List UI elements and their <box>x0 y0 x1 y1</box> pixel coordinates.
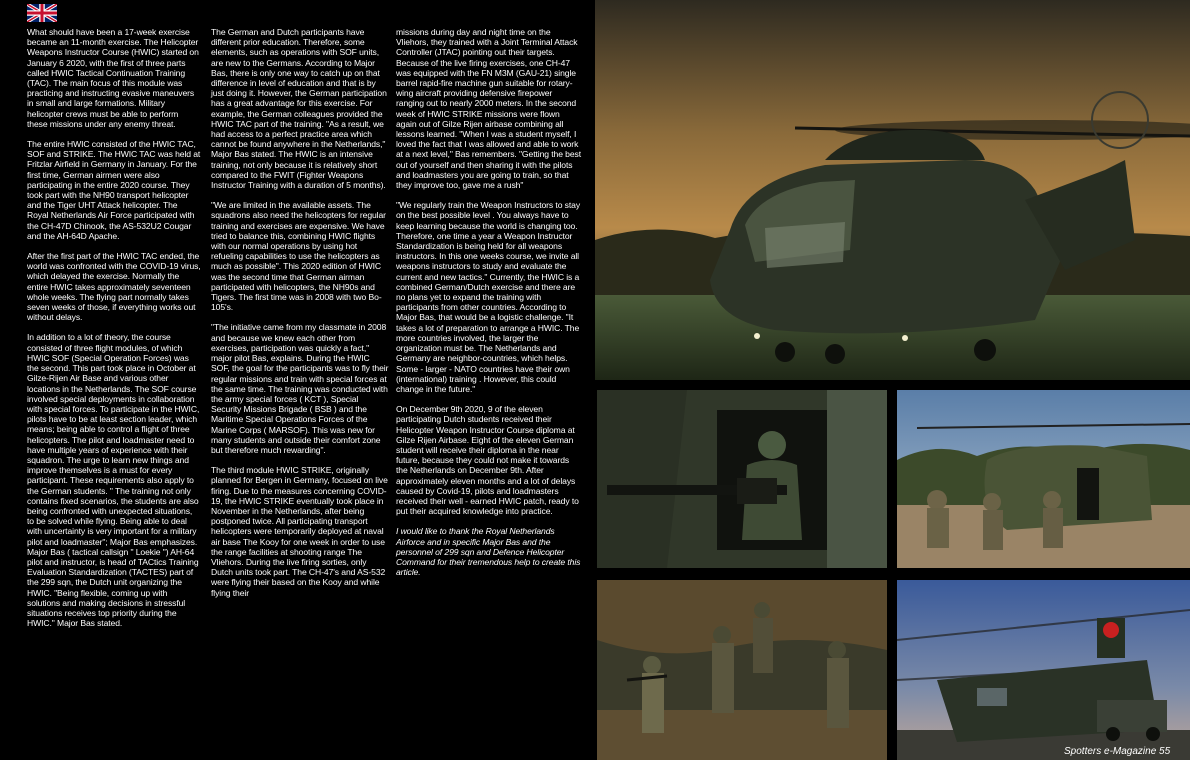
paragraph: In addition to a lot of theory, the course consisted of three flight modules, of which HWIC SOF (Special Operation Forces) was the second. This part took place in October at Gilze-Rijen Air Base and various other locations in the Netherlands. The SOF course involved special deployments in collaboration with special forces. To participate in the HWIC, pilots have to be at least section leader, which means; being able to control a flight of three helicopters. The pilot and loadmaster need to have multiple years of experience with their squadron. The urge to learn new things and improve themselves is a must for every participant. These requirements also apply to the German students. " The training not only contains fixed scenarios, the students are also being confronted with unexpected situations, to be solved while flying. Being able to deal with uncertainty is very important for a military pilot and loadmaster"; Major Bas emphasizes. Major Bas ( tactical callsign " Loekie ") AH-64 pilot and instructor, is head of TACtics Training Evaluation Standardization (TACTES) part of the 299 sqn, the Dutch unit organizing the HWIC. "Being flexible, coming up with solutions and making decisions in stressful situations receives top priority during the HWIC." Major Bas stated. <box>27 332 200 629</box>
paragraph: "We are limited in the available assets. The squadrons also need the helicopters for regular training and exercises are expensive. We have tried to balance this, combining HWIC flights with our normal operations by using hot refueling capabilities to use the helicopters as much as possible". This 2020 edition of HWIC was the second time that German airman participated with helicopters, the NH90s and Tigers. The first time was in 2008 with two Bo-105's. <box>211 200 386 313</box>
text-column-1 <box>27 27 201 638</box>
paragraph: The entire HWIC consisted of the HWIC TAC, SOF and STRIKE. The HWIC TAC was held at Fritzlar Airfield in Germany in January. For the first time, German airmen were also participating in the entire 2020 course. They took part with the NH90 transport helicopter and the Tiger UHT Attack helicopter. The Royal Netherlands Air Force participated with the CH-47D Chinook, the AS-532U2 Cougar and the AH-64D Apache. <box>27 139 201 241</box>
door-gunner-photo <box>597 390 887 568</box>
paragraph: After the first part of the HWIC TAC ended, the world was confronted with the COVID-19 virus, which delayed the exercise. Normally the entire HWIC takes approximately seventeen whole weeks. The flying part normally takes seven weeks of those, if everything works out without delays. <box>27 251 201 323</box>
text-column-2 <box>211 27 389 608</box>
acknowledgement: I would like to thank the Royal Netherlands Airforce and in specific Major Bas and the personnel of 299 sqn and Defence Helicopter Command for their tremendous help to create this article. <box>396 526 581 578</box>
page-folio: Spotters e-Magazine 55 <box>1064 746 1171 757</box>
paragraph: On December 9th 2020, 9 of the eleven participating Dutch students received their Helicopter Weapon Instructor Course diploma at Gilze Rijen Airbase. Eight of the eleven German student will receive their diploma in the near future, because they could not make it towards the Netherlands on December 9th. After approximately eleven months and a lot of delays caused by Covid-19, pilots and loadmasters received their well - earned HWIC patch, ready to put their acquired knowledge into practice. <box>396 404 579 517</box>
union-jack-flag-icon <box>27 4 57 22</box>
paragraph: The German and Dutch participants have different prior education. Therefore, some elements, such as operations with SOF units, are new to the Germans. According to Major Bas, there is only one way to catch up on that difference in level of education and that is by just doing it. However, the German participation has a great advantage for this exercise. For example, the German colleagues provided the HWIC TAC part of the training. "As a result, we had access to a perfect practice area which cannot be found anywhere in the Netherlands," Major Bas stated. The HWIC is an intensive training, not only because it is relatively short compared to the FWIT (Fighter Weapons Instructor Training with a duration of 5 months). <box>211 27 387 191</box>
paragraph: "The initiative came from my classmate in 2008 and because we knew each other from exercises, participation was quickly a fact," major pilot Bas, explains. During the HWIC SOF, the goal for the participants was to fly their regular missions and train with special forces at the same time. The training was conducted with the army special forces ( KCT ), Special Security Missions Brigade ( BSB ) and the Maritime Special Operations Forces of the Marine Corps ( MARSOF). This was new for many students and outside their comfort zone but therefore much rewarding". <box>211 322 389 455</box>
special-forces-photo <box>597 580 887 760</box>
paragraph: "We regularly train the Weapon Instructors to stay on the best possible level . You always have to keep learning because the world is changing too. Therefore, one time a year a Weapon Instructor Standardization is being held for all weapons instructors. In this one weeks course, we invite all weapons instructors to study and evaluate the current and new tactics." Currently, the HWIC is a combined German/Dutch exercise and there are no plans yet to expand the training with participants from other countries. According to Major Bas, that would be a logistic challenge. "It takes a lot of preparation to arrange a HWIC. The more countries involved, the larger the organization must be. The Netherlands and Germany are neighbor-countries, which helps. Some - larger - NATO countries have their own (international) training . However, this could change in the future." <box>396 200 581 394</box>
chinook-dusk-photo <box>897 580 1190 760</box>
paragraph: The third module HWIC STRIKE, originally planned for Bergen in Germany, focused on live firing. Due to the measures concerning COVID-19, the HWIC STRIKE eventually took place in November in the Netherlands, after being postponed twice. All participating transport helicopters were temporarily deployed at naval air base The Kooy for one week in order to use the range facilities at shooting range The Vliehors. During the live firing sorties, only Dutch units took part. The CH-47's and AS-532 were flying their based on the Kooy and while flying their <box>211 465 388 598</box>
paragraph: What should have been a 17-week exercise became an 11-month exercise. The Helicopter Weapons Instructor Course (HWIC) started on January 6 2020, with the first of three parts called HWIC Tactical Continuation Training (TAC). The main focus of this module was practicing and instructing evasive maneuvers in small and large formations. Military helicopter crews must be able to perform these missions under any enemy threat. <box>27 27 199 129</box>
nh90-helicopter-photo <box>595 0 1190 380</box>
cougar-troops-photo <box>897 390 1190 568</box>
text-column-3 <box>396 27 582 587</box>
paragraph: missions during day and night time on the Vliehors, they trained with a Joint Terminal Attack Controller (JTAC) pointing out their targets. Because of the live firing exercises, one CH-47 was equipped with the FN M3M (GAU-21) single barrel rapid-fire machine gun suitable for rotary-wing aircraft providing defensive firepower ranging out to nearly 2000 meters. In the second week of HWIC STRIKE missions were flown again out of Gilze Rijen airbase combining all lessons learned. "When I was a student myself, I loved the fact that I was allowed and able to work at a next level," Bas remembers. "Getting the best out of yourself and then sharing it with the pilots and loadmasters you are going to train, so that they improve too, gave me a rush" <box>396 27 582 191</box>
